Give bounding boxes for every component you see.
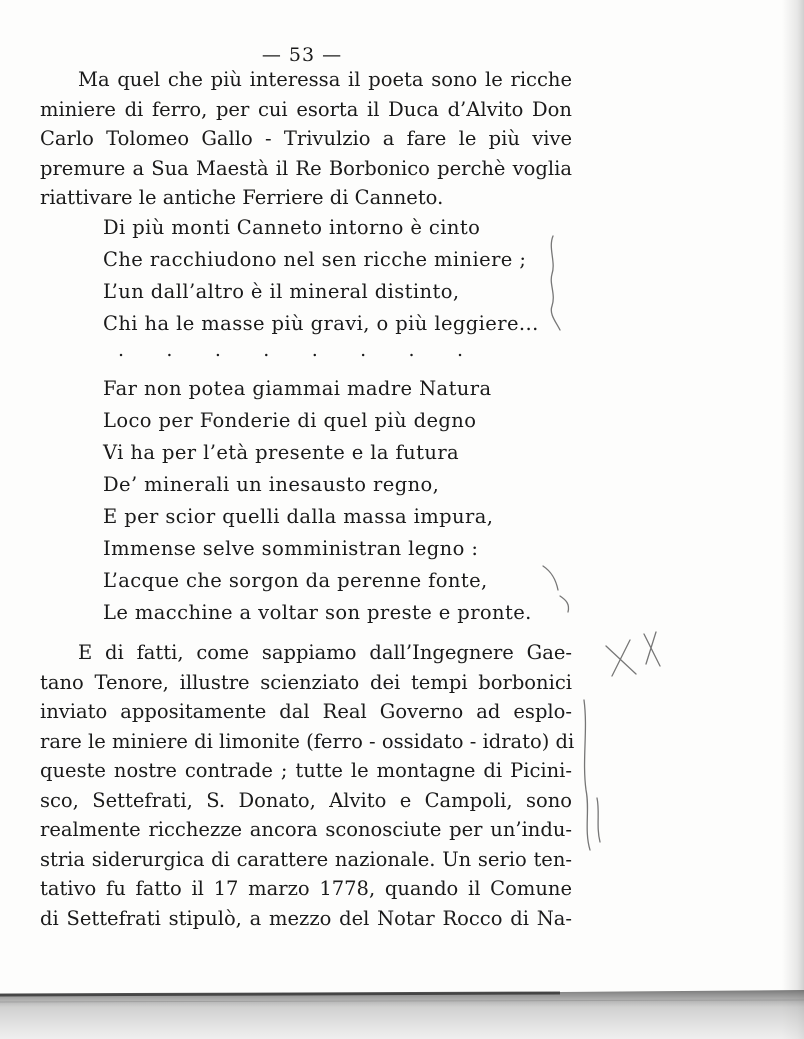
verse-line: L’acque che sorgon da perenne fonte,: [103, 569, 488, 592]
paragraph-line: sco, Settefrati, S. Donato, Alvito e Campoli, sono: [40, 788, 572, 812]
scan-bottom-edge: [0, 990, 804, 1039]
paragraph-line: tano Tenore, illustre scienziato dei tempi borbonici: [40, 670, 572, 694]
ellipsis-dot: .: [456, 339, 463, 361]
verse-line: Di più monti Canneto intorno è cinto: [103, 216, 481, 239]
paragraph-line: Carlo Tolomeo Gallo - Trivulzio a fare le più vive: [40, 127, 572, 150]
paragraph-line: inviato appositamente dal Real Governo ad esplo-: [40, 700, 572, 723]
ellipsis-dots: [118, 340, 463, 360]
verse-stanza-1: [103, 212, 539, 340]
verse-line: Le macchine a voltar son preste e pronte.: [103, 601, 532, 624]
paragraph-intro: [40, 65, 572, 213]
ellipsis-dot: .: [408, 339, 415, 361]
ellipsis-dot: .: [118, 339, 125, 361]
ellipsis-dot: .: [311, 339, 318, 361]
paragraph-line: queste nostre contrade ; tutte le montagne di Picini-: [40, 759, 572, 782]
paragraph-line: stria siderurgica di carattere nazionale. Un serio ten-: [40, 847, 572, 871]
cross-mark-icon: [606, 640, 636, 676]
verse-line: L’un dall’altro è il mineral distinto,: [103, 280, 460, 303]
ellipsis-dot: .: [263, 339, 270, 361]
ellipsis-dot: .: [166, 339, 173, 361]
ellipsis-dot: .: [214, 339, 221, 361]
verse-line: Vi ha per l’età presente e la futura: [103, 441, 460, 464]
verse-line: E per scior quelli dalla massa impura,: [103, 505, 494, 528]
margin-line-icon: [584, 700, 590, 850]
paragraph-tenore: [40, 638, 575, 933]
verse-line: Far non potea giammai madre Natura: [103, 377, 492, 400]
page-number: — 53 —: [261, 44, 343, 66]
verse-line: Immense selve somministran legno :: [103, 537, 479, 560]
paragraph-line: tativo fu fatto il 17 marzo 1778, quando il Comune: [40, 877, 572, 900]
ellipsis-dot: .: [360, 339, 367, 361]
margin-tick-icon: [543, 566, 569, 612]
margin-line-icon: [597, 798, 600, 842]
paragraph-line: riattivare le antiche Ferriere di Canneto.: [40, 186, 444, 209]
paragraph-line: premure a Sua Maestà il Re Borbonico perchè voglia: [40, 156, 572, 180]
paragraph-line: Ma quel che più interessa il poeta sono le ricche: [78, 68, 572, 91]
verse-line: Loco per Fonderie di quel più degno: [103, 409, 477, 432]
verse-line: Che racchiudono nel sen ricche miniere ;: [103, 248, 527, 271]
verse-line: De’ minerali un inesausto regno,: [103, 473, 440, 496]
binding-shadow: [782, 0, 804, 1039]
verse-line: Chi ha le masse più gravi, o più leggiere...: [103, 312, 539, 335]
verse-stanza-2: [103, 373, 532, 629]
paragraph-line: realmente ricchezze ancora sconosciute per un’indu-: [40, 818, 572, 841]
paragraph-line: di Settefrati stipulò, a mezzo del Notar Rocco di Na-: [40, 906, 572, 930]
paragraph-line: miniere di ferro, per cui esorta il Duca d’Alvito Don: [40, 97, 572, 121]
paragraph-line: rare le miniere di limonite (ferro - ossidato - idrato) di: [40, 729, 575, 753]
margin-brace-icon: [551, 236, 560, 330]
cross-mark-icon: [644, 632, 660, 666]
paragraph-line: E di fatti, come sappiamo dall’Ingegnere Gae-: [78, 641, 572, 664]
